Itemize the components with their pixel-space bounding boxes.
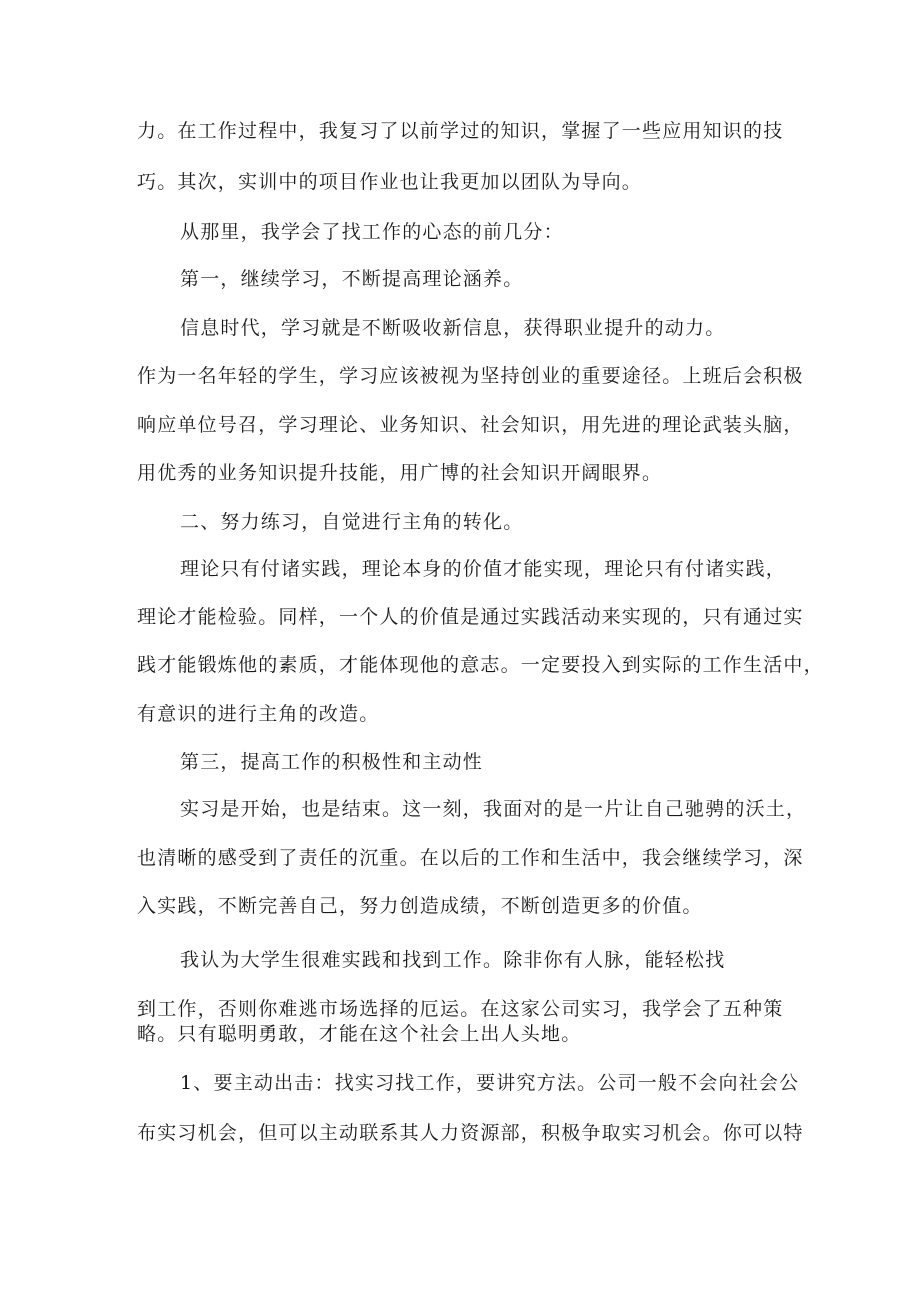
- paragraph-line: 信息时代，学习就是不断吸收新信息，获得职业提升的动力。: [180, 317, 726, 339]
- paragraph-line: 响应单位号召，学习理论、业务知识、社会知识，用先进的理论武装头脑，: [137, 414, 804, 436]
- paragraph-line: 1、要主动出击：找实习找工作，要讲究方法。公司一般不会向社会公: [180, 1072, 800, 1094]
- paragraph-line: 入实践，不断完善自己，努力创造成绩，不断创造更多的价值。: [137, 895, 703, 917]
- paragraph-line: 略。只有聪明勇敢，才能在这个社会上出人头地。: [137, 1023, 582, 1045]
- paragraph-line: 实习是开始，也是结束。这一刻，我面对的是一片让自己驰骋的沃土，: [180, 798, 807, 820]
- section-heading: 二、努力练习，自觉进行主角的转化。: [180, 511, 524, 533]
- paragraph-line: 有意识的进行主角的改造。: [137, 703, 380, 725]
- paragraph-line: 用优秀的业务知识提升技能，用广博的社会知识开阔眼界。: [137, 462, 663, 484]
- section-heading: 第三，提高工作的积极性和主动性: [180, 751, 484, 773]
- paragraph-line: 力。在工作过程中，我复习了以前学过的知识，掌握了一些应用知识的技: [137, 120, 784, 142]
- paragraph-line: 我认为大学生很难实践和找到工作。除非你有人脉，能轻松找: [180, 949, 726, 971]
- paragraph-line: 理论只有付诸实践，理论本身的价值才能实现，理论只有付诸实践，: [180, 558, 787, 580]
- paragraph-line: 布实习机会，但可以主动联系其人力资源部，积极争取实习机会。你可以特: [137, 1122, 804, 1144]
- paragraph-line: 从那里，我学会了找工作的心态的前几分：: [180, 221, 564, 243]
- paragraph-line: 践才能锻炼他的素质，才能体现他的意志。一定要投入到实际的工作生活中，: [137, 654, 824, 676]
- paragraph-line: 也清晰的感受到了责任的沉重。在以后的工作和生活中，我会继续学习，深: [137, 847, 804, 869]
- paragraph-line: 作为一名年轻的学生，学习应该被视为坚持创业的重要途径。上班后会积极: [137, 365, 804, 387]
- paragraph-line: 理论才能检验。同样，一个人的价值是通过实践活动来实现的，只有通过实: [137, 606, 804, 628]
- paragraph-line: 到工作，否则你难逃市场选择的厄运。在这家公司实习，我学会了五种策: [137, 998, 784, 1020]
- section-heading: 第一，继续学习，不断提高理论涵养。: [180, 268, 524, 290]
- paragraph-line: 巧。其次，实训中的项目作业也让我更加以团队为导向。: [137, 171, 643, 193]
